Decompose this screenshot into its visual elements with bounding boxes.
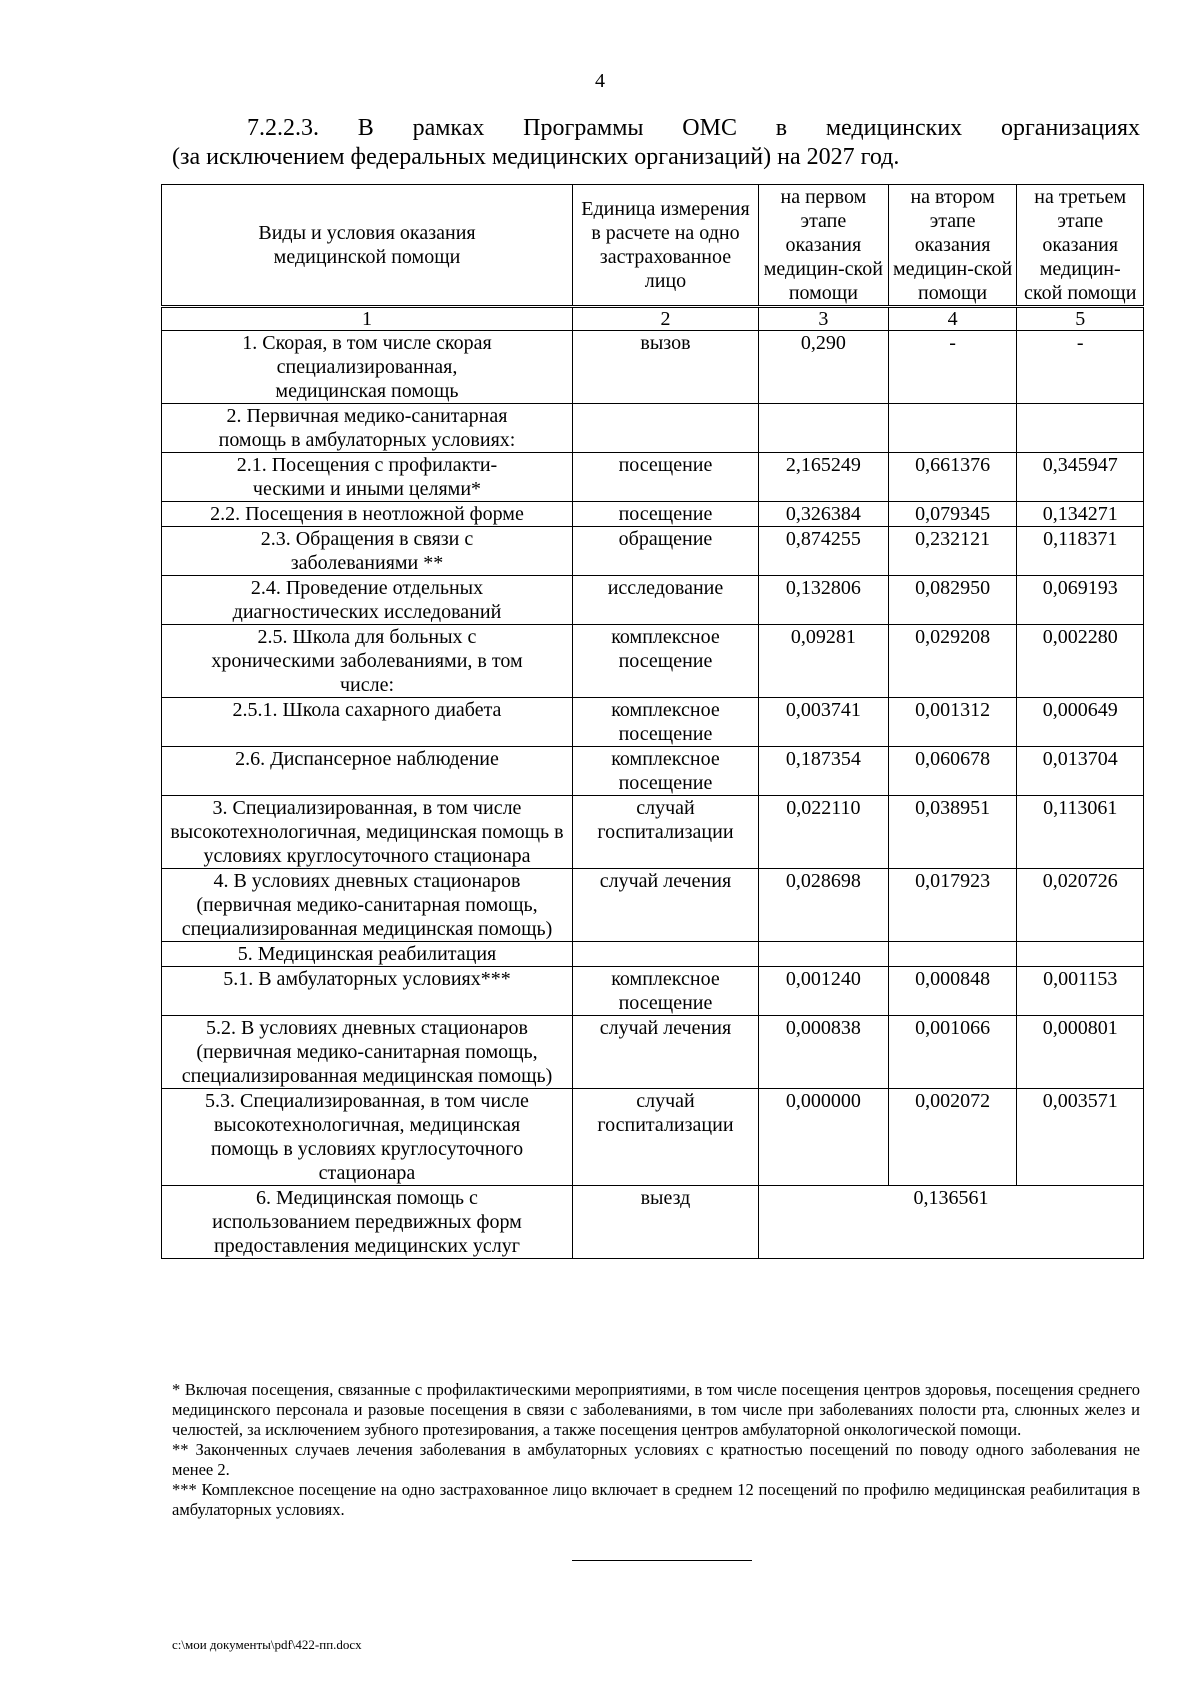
table-row <box>162 698 1144 747</box>
row-unit: случай госпитализации <box>572 1089 758 1186</box>
row-stage-2-value: 0,060678 <box>888 747 1017 796</box>
row-unit: выезд <box>572 1186 758 1259</box>
row-name: 2. Первичная медико-санитарная помощь в амбулаторных условиях: <box>162 404 573 453</box>
row-merged-value: 0,136561 <box>758 1186 1143 1259</box>
column-number: 3 <box>758 307 888 331</box>
column-number-row <box>162 307 1144 331</box>
row-stage-3-value: - <box>1017 331 1144 404</box>
row-stage-1-value: 0,000000 <box>758 1089 888 1186</box>
row-stage-2-value: 0,038951 <box>888 796 1017 869</box>
row-stage-3-value: 0,002280 <box>1017 625 1144 698</box>
heading-line-2: (за исключением федеральных медицинских организаций) на 2027 год. <box>172 144 900 170</box>
row-stage-2-value <box>888 404 1017 453</box>
row-stage-1-value: 0,001240 <box>758 967 888 1016</box>
row-stage-1-value: 0,326384 <box>758 502 888 527</box>
row-stage-1-value: 0,022110 <box>758 796 888 869</box>
row-stage-1-value: 0,290 <box>758 331 888 404</box>
row-stage-2-value: - <box>888 331 1017 404</box>
row-stage-3-value: 0,345947 <box>1017 453 1144 502</box>
row-name: 5.3. Специализированная, в том числе высокотехнологичная, медицинская помощь в условиях круглосуточного стационара <box>162 1089 573 1186</box>
row-name: 2.4. Проведение отдельных диагностических исследований <box>162 576 573 625</box>
row-name: 2.1. Посещения с профилакти-ческими и иными целями* <box>162 453 573 502</box>
row-unit: случай лечения <box>572 1016 758 1089</box>
row-stage-1-value: 0,09281 <box>758 625 888 698</box>
row-stage-3-value: 0,113061 <box>1017 796 1144 869</box>
row-stage-3-value: 0,134271 <box>1017 502 1144 527</box>
row-name: 2.3. Обращения в связи с заболеваниями ** <box>162 527 573 576</box>
footnotes <box>172 1380 1140 1520</box>
row-name: 2.2. Посещения в неотложной форме <box>162 502 573 527</box>
row-stage-2-value: 0,232121 <box>888 527 1017 576</box>
row-unit: комплексное посещение <box>572 747 758 796</box>
page-number: 4 <box>595 70 605 92</box>
row-name: 2.5. Школа для больных с хроническими заболеваниями, в том числе: <box>162 625 573 698</box>
row-stage-3-value <box>1017 942 1144 967</box>
row-unit: посещение <box>572 502 758 527</box>
table-row <box>162 404 1144 453</box>
row-stage-1-value: 0,132806 <box>758 576 888 625</box>
table-header-row <box>162 185 1144 307</box>
header-stage-2: на втором этапе оказания медицин-ской помощи <box>888 185 1017 307</box>
row-unit: вызов <box>572 331 758 404</box>
row-unit <box>572 404 758 453</box>
row-name: 5.1. В амбулаторных условиях*** <box>162 967 573 1016</box>
row-unit: исследование <box>572 576 758 625</box>
row-stage-2-value: 0,029208 <box>888 625 1017 698</box>
section-heading <box>172 114 1140 172</box>
row-stage-3-value: 0,003571 <box>1017 1089 1144 1186</box>
table-row <box>162 331 1144 404</box>
row-stage-2-value: 0,000848 <box>888 967 1017 1016</box>
row-stage-3-value <box>1017 404 1144 453</box>
row-stage-1-value: 2,165249 <box>758 453 888 502</box>
table-row <box>162 796 1144 869</box>
row-stage-1-value: 0,003741 <box>758 698 888 747</box>
table-row <box>162 942 1144 967</box>
row-stage-2-value: 0,001066 <box>888 1016 1017 1089</box>
table-row <box>162 576 1144 625</box>
file-path: c:\мои документы\pdf\422-пп.docx <box>172 1637 362 1652</box>
header-stage-3: на третьем этапе оказания медицин-ской помощи <box>1017 185 1144 307</box>
column-number: 4 <box>888 307 1017 331</box>
volume-table <box>161 184 1144 1259</box>
row-name: 2.5.1. Школа сахарного диабета <box>162 698 573 747</box>
row-stage-2-value: 0,079345 <box>888 502 1017 527</box>
table-row <box>162 967 1144 1016</box>
table-row <box>162 1016 1144 1089</box>
row-stage-3-value: 0,001153 <box>1017 967 1144 1016</box>
table-row <box>162 625 1144 698</box>
header-care-type: Виды и условия оказания медицинской помощи <box>162 185 573 307</box>
table-row <box>162 869 1144 942</box>
table-row <box>162 1186 1144 1259</box>
column-number: 2 <box>572 307 758 331</box>
end-rule <box>572 1560 752 1561</box>
row-stage-3-value: 0,020726 <box>1017 869 1144 942</box>
header-stage-1: на первом этапе оказания медицин-ской помощи <box>758 185 888 307</box>
table-row <box>162 502 1144 527</box>
row-stage-2-value: 0,017923 <box>888 869 1017 942</box>
row-stage-2-value: 0,001312 <box>888 698 1017 747</box>
table-row <box>162 1089 1144 1186</box>
row-stage-3-value: 0,000801 <box>1017 1016 1144 1089</box>
row-unit <box>572 942 758 967</box>
header-unit: Единица измерения в расчете на одно застрахованное лицо <box>572 185 758 307</box>
row-stage-1-value: 0,028698 <box>758 869 888 942</box>
row-unit: комплексное посещение <box>572 967 758 1016</box>
row-unit: посещение <box>572 453 758 502</box>
row-name: 2.6. Диспансерное наблюдение <box>162 747 573 796</box>
row-stage-1-value: 0,874255 <box>758 527 888 576</box>
row-name: 3. Специализированная, в том числе высокотехнологичная, медицинская помощь в условиях круглосуточного стационара <box>162 796 573 869</box>
row-name: 5. Медицинская реабилитация <box>162 942 573 967</box>
row-stage-2-value <box>888 942 1017 967</box>
row-unit: обращение <box>572 527 758 576</box>
row-name: 4. В условиях дневных стационаров (первичная медико-санитарная помощь, специализированная медицинская помощь) <box>162 869 573 942</box>
table-row <box>162 453 1144 502</box>
table-row <box>162 747 1144 796</box>
row-stage-3-value: 0,000649 <box>1017 698 1144 747</box>
row-stage-1-value <box>758 942 888 967</box>
row-unit: комплексное посещение <box>572 625 758 698</box>
footnote-1: * Включая посещения, связанные с профилактическими мероприятиями, в том числе посещения центров здоровья, посещения среднего медицинского персонала и разовые посещения в связи с заболеваниями, в том числе при заболеваниях полости рта, слюнных желез и челюстей, за исключением зубного протезирования, а также посещения центров амбулаторной онкологической помощи. <box>172 1380 1140 1439</box>
row-stage-3-value: 0,013704 <box>1017 747 1144 796</box>
footnote-3: *** Комплексное посещение на одно застрахованное лицо включает в среднем 12 посещений по профилю медицинская реабилитация в амбулаторных условиях. <box>172 1480 1140 1519</box>
heading-line-1: 7.2.2.3. В рамках Программы ОМС в медицинских организациях <box>247 115 1140 141</box>
row-name: 1. Скорая, в том числе скорая специализированная, медицинская помощь <box>162 331 573 404</box>
column-number: 1 <box>162 307 573 331</box>
row-unit: комплексное посещение <box>572 698 758 747</box>
row-stage-1-value: 0,000838 <box>758 1016 888 1089</box>
row-stage-1-value <box>758 404 888 453</box>
row-unit: случай госпитализации <box>572 796 758 869</box>
row-stage-1-value: 0,187354 <box>758 747 888 796</box>
row-stage-2-value: 0,082950 <box>888 576 1017 625</box>
row-stage-2-value: 0,002072 <box>888 1089 1017 1186</box>
row-stage-3-value: 0,118371 <box>1017 527 1144 576</box>
footnote-2: ** Законченных случаев лечения заболевания в амбулаторных условиях с кратностью посещений по поводу одного заболевания не менее 2. <box>172 1440 1140 1479</box>
column-number: 5 <box>1017 307 1144 331</box>
row-unit: случай лечения <box>572 869 758 942</box>
row-name: 5.2. В условиях дневных стационаров (первичная медико-санитарная помощь, специализированная медицинская помощь) <box>162 1016 573 1089</box>
row-stage-2-value: 0,661376 <box>888 453 1017 502</box>
row-name: 6. Медицинская помощь с использованием передвижных форм предоставления медицинских услуг <box>162 1186 573 1259</box>
row-stage-3-value: 0,069193 <box>1017 576 1144 625</box>
table-row <box>162 527 1144 576</box>
